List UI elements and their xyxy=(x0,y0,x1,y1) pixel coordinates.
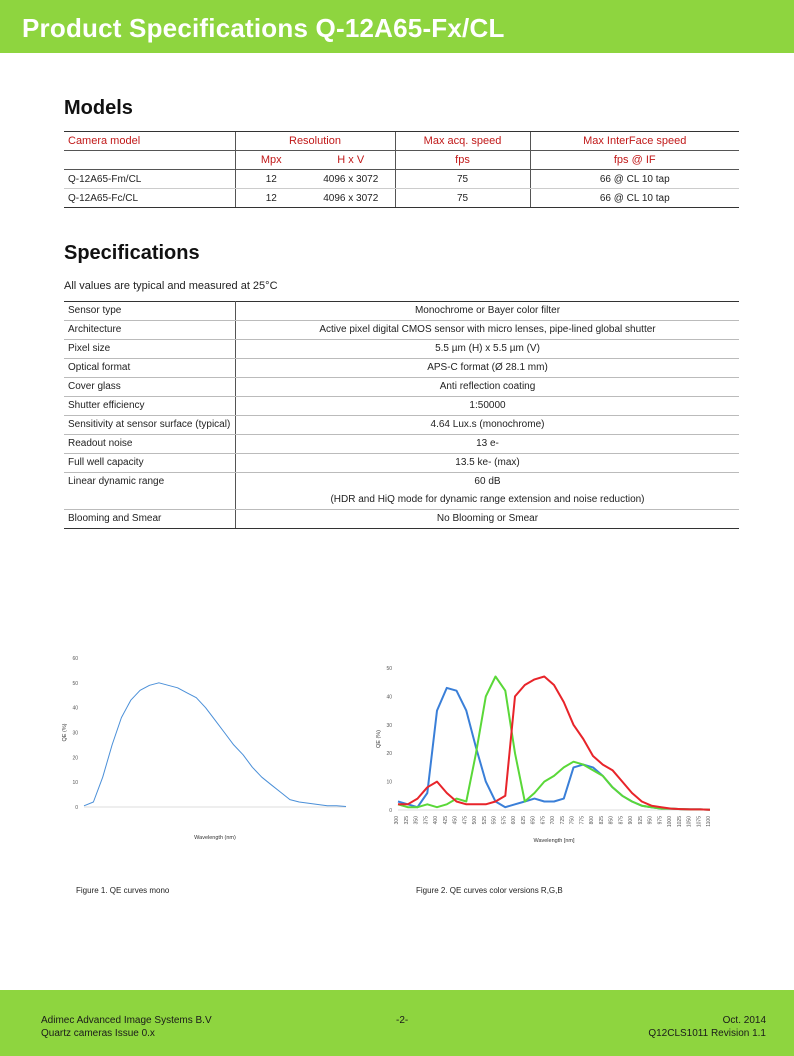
x-tick-label: 1000 xyxy=(667,816,673,828)
x-tick-label: 300 xyxy=(394,816,400,825)
sub-fps: fps xyxy=(395,151,530,170)
spec-row xyxy=(64,378,739,397)
spec-value xyxy=(236,416,740,435)
spec-value-text: Monochrome or Bayer color filter xyxy=(414,305,561,316)
x-tick-label: 350 xyxy=(413,816,420,825)
sub-fps-if: fps @ IF xyxy=(530,151,739,170)
spec-label: Pixel size xyxy=(64,340,236,359)
spec-row xyxy=(64,510,739,529)
y-tick-label: 20 xyxy=(386,751,392,758)
specifications-heading: Specifications xyxy=(64,242,200,264)
spec-value xyxy=(236,302,740,321)
model-hxv: 4096 x 3072 xyxy=(307,189,395,208)
spec-row xyxy=(64,321,739,340)
table-row xyxy=(64,170,739,189)
spec-value xyxy=(236,359,740,378)
spec-row xyxy=(64,454,739,473)
spec-label: Linear dynamic range xyxy=(64,473,236,510)
col-max-if-speed: Max InterFace speed xyxy=(530,132,739,151)
y-tick-label: 0 xyxy=(75,805,78,811)
spec-value-text: 5.5 µm (H) x 5.5 µm (V) xyxy=(435,343,540,354)
x-tick-label: 975 xyxy=(657,816,664,825)
spec-row xyxy=(64,340,739,359)
sub-hxv: H x V xyxy=(307,151,395,170)
models-subheader-row xyxy=(64,151,739,170)
models-heading: Models xyxy=(64,97,133,119)
spec-value-text: No Blooming or Smear xyxy=(436,513,539,524)
spec-row xyxy=(64,302,739,321)
y-tick-label: 40 xyxy=(72,705,78,712)
models-header-row xyxy=(64,132,739,151)
x-tick-label: 1075 xyxy=(696,816,703,828)
x-tick-label: 900 xyxy=(628,816,634,825)
specs-intro: All values are typical and measured at 25°C xyxy=(64,280,278,292)
x-tick-label: 1025 xyxy=(676,816,683,828)
x-tick-label: 650 xyxy=(530,816,537,825)
spec-value-text: APS-C format (Ø 28.1 mm) xyxy=(427,362,548,373)
y-tick-label: 10 xyxy=(72,780,78,787)
x-tick-label: 875 xyxy=(618,816,625,825)
y-tick-label: 20 xyxy=(72,755,78,762)
spec-value xyxy=(236,378,740,397)
spec-label: Blooming and Smear xyxy=(64,510,236,529)
footer-page-number: -2- xyxy=(396,1015,409,1026)
y-tick-label: 10 xyxy=(386,779,392,786)
spec-value-text: 60 dB xyxy=(474,476,501,487)
y-tick-label: 30 xyxy=(72,730,78,737)
spec-row xyxy=(64,435,739,454)
header-bar xyxy=(0,0,794,53)
footer-bar xyxy=(0,990,794,1056)
spec-value xyxy=(236,340,740,359)
x-tick-label: 625 xyxy=(520,816,527,825)
x-tick-label: 825 xyxy=(598,816,605,825)
spec-row xyxy=(64,397,739,416)
y-axis-label: QE (%) xyxy=(376,729,382,749)
spec-value-text: Anti reflection coating xyxy=(439,381,536,392)
footer-company: Adimec Advanced Image Systems B.V xyxy=(41,1015,212,1026)
x-tick-label: 425 xyxy=(442,816,449,825)
series-line-0 xyxy=(84,683,346,807)
footer-revision: Q12CLS1011 Revision 1.1 xyxy=(648,1028,766,1039)
y-tick-label: 50 xyxy=(386,666,392,672)
spec-row xyxy=(64,416,739,435)
x-tick-label: 575 xyxy=(501,816,508,825)
qe-chart-mono xyxy=(64,650,354,840)
spec-value-text: Active pixel digital CMOS sensor with micro lenses, pipe-lined global shutter xyxy=(319,324,656,335)
x-tick-label: 725 xyxy=(559,816,566,825)
spec-value-text: 13 e- xyxy=(476,438,499,449)
spec-label: Sensitivity at sensor surface (typical) xyxy=(64,416,236,435)
y-tick-label: 50 xyxy=(72,680,78,687)
x-tick-label: 525 xyxy=(481,816,488,825)
spec-value xyxy=(236,435,740,454)
model-name: Q-12A65-Fm/CL xyxy=(64,170,235,189)
x-tick-label: 950 xyxy=(647,816,654,825)
footer-product: Quartz cameras Issue 0.x xyxy=(41,1028,155,1039)
y-tick-label: 40 xyxy=(386,694,392,701)
x-tick-label: 375 xyxy=(423,816,430,825)
series-line-2 xyxy=(398,677,710,810)
spec-row xyxy=(64,473,739,510)
spec-value xyxy=(236,454,740,473)
sub-mpx: Mpx xyxy=(235,151,307,170)
spec-value xyxy=(236,473,740,510)
x-axis-label: Wavelength (nm) xyxy=(194,835,236,841)
x-tick-label: 1100 xyxy=(706,816,712,827)
x-tick-label: 700 xyxy=(550,816,556,825)
col-resolution: Resolution xyxy=(235,132,395,151)
x-tick-label: 775 xyxy=(579,816,586,825)
spec-label: Optical format xyxy=(64,359,236,378)
y-axis-label: QE (%) xyxy=(62,723,68,742)
x-tick-label: 925 xyxy=(637,816,644,825)
figure-1-caption: Figure 1. QE curves mono xyxy=(76,886,170,895)
footer-date: Oct. 2014 xyxy=(722,1015,766,1026)
model-hxv: 4096 x 3072 xyxy=(307,170,395,189)
spec-value xyxy=(236,510,740,529)
x-tick-label: 500 xyxy=(472,816,478,825)
qe-chart-color xyxy=(376,660,720,860)
col-max-acq-speed: Max acq. speed xyxy=(395,132,530,151)
model-mpx: 12 xyxy=(235,170,307,189)
models-table xyxy=(64,131,739,208)
spec-label: Sensor type xyxy=(64,302,236,321)
x-tick-label: 750 xyxy=(569,816,576,825)
y-tick-label: 30 xyxy=(386,722,392,729)
model-name: Q-12A65-Fc/CL xyxy=(64,189,235,208)
specs-table xyxy=(64,301,739,529)
model-fps: 75 xyxy=(395,170,530,189)
spec-label: Shutter efficiency xyxy=(64,397,236,416)
col-camera-model: Camera model xyxy=(64,132,235,151)
x-tick-label: 800 xyxy=(589,816,595,825)
table-row xyxy=(64,189,739,208)
x-tick-label: 325 xyxy=(403,816,410,825)
model-if-speed: 66 @ CL 10 tap xyxy=(530,189,739,208)
x-tick-label: 850 xyxy=(608,816,615,825)
y-tick-label: 0 xyxy=(389,808,392,814)
model-if-speed: 66 @ CL 10 tap xyxy=(530,170,739,189)
spec-value xyxy=(236,397,740,416)
x-tick-label: 1050 xyxy=(686,816,693,828)
y-tick-label: 60 xyxy=(72,656,78,662)
x-tick-label: 400 xyxy=(433,816,439,825)
spec-row xyxy=(64,359,739,378)
x-tick-label: 550 xyxy=(491,816,498,825)
x-tick-label: 450 xyxy=(452,816,459,825)
spec-label: Readout noise xyxy=(64,435,236,454)
spec-value-text: 13.5 ke- (max) xyxy=(455,457,520,468)
spec-label: Cover glass xyxy=(64,378,236,397)
page-title: Product Specifications Q-12A65-Fx/CL xyxy=(22,13,505,43)
x-axis-label: Wavelength [nm] xyxy=(533,838,575,844)
x-tick-label: 475 xyxy=(462,816,469,825)
model-mpx: 12 xyxy=(235,189,307,208)
x-tick-label: 675 xyxy=(540,816,547,825)
spec-label: Full well capacity xyxy=(64,454,236,473)
model-fps: 75 xyxy=(395,189,530,208)
spec-value-note: (HDR and HiQ mode for dynamic range extension and noise reduction) xyxy=(330,494,645,505)
spec-value xyxy=(236,321,740,340)
spec-value-text: 1:50000 xyxy=(469,400,506,411)
spec-value-text: 4.64 Lux.s (monochrome) xyxy=(430,419,545,430)
sub-blank xyxy=(64,151,235,170)
x-tick-label: 600 xyxy=(511,816,517,825)
figure-2-caption: Figure 2. QE curves color versions R,G,B xyxy=(416,886,563,895)
spec-label: Architecture xyxy=(64,321,236,340)
